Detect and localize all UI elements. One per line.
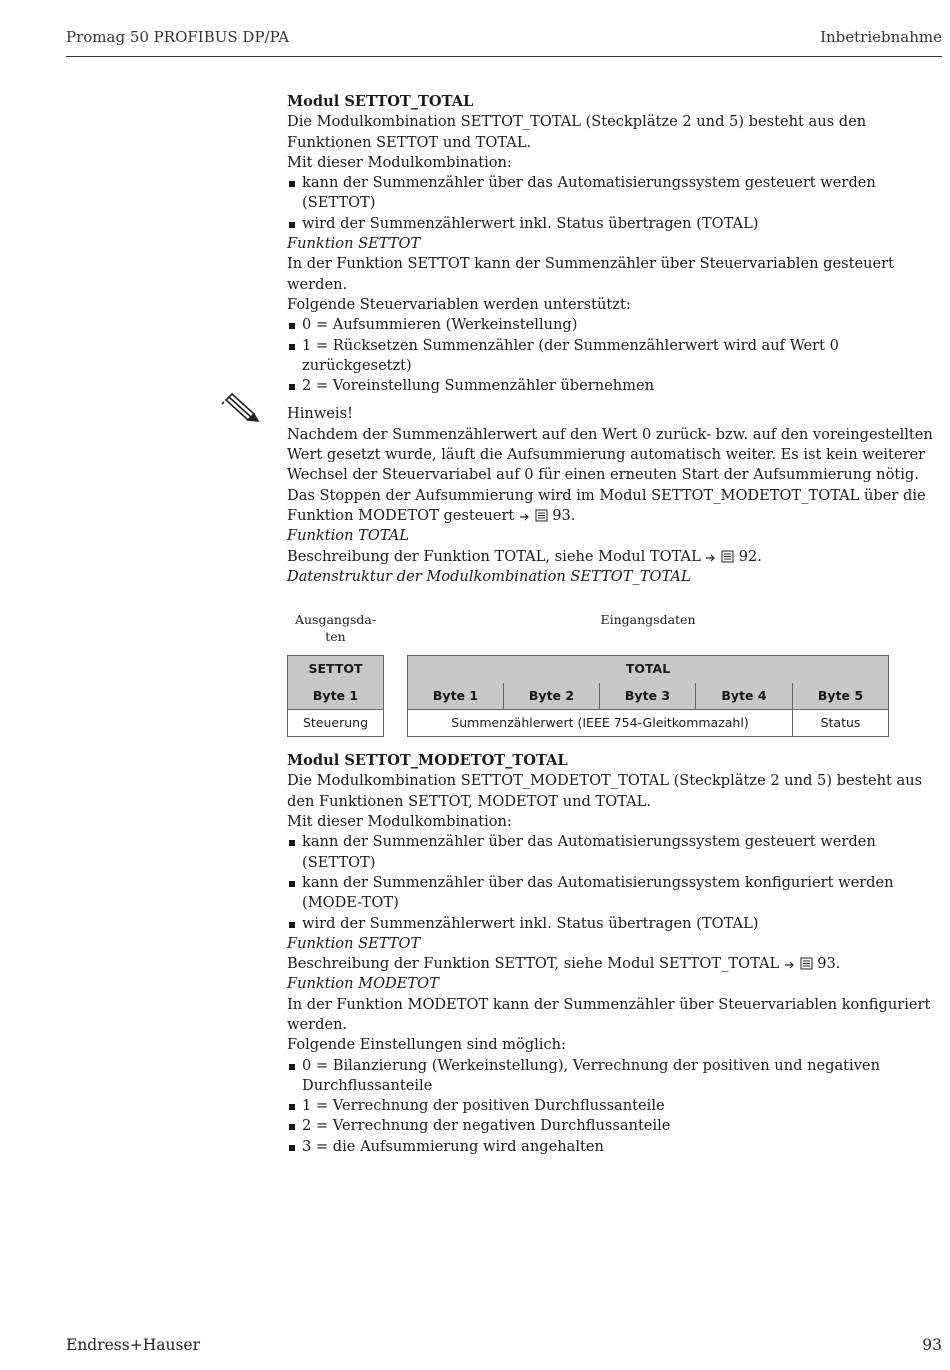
list-item: kann der Summenzähler über das Automatisierungssystem konfiguriert werden (MODE-TOT) — [287, 873, 942, 914]
modetot-p2: Folgende Einstellungen sind möglich: — [287, 1036, 566, 1054]
total-title: Funktion TOTAL — [287, 527, 409, 545]
arrow-right-icon — [784, 960, 795, 970]
byte-header: Byte 2 — [504, 683, 600, 710]
datastruct-title: Datenstruktur der Modulkombination SETTOT_TOTAL — [287, 567, 691, 585]
byte-header: Byte 3 — [600, 683, 696, 710]
page-ref[interactable]: 93. — [817, 955, 841, 973]
note-title: Hinweis! — [287, 405, 353, 423]
section2-title: Modul SETTOT_MODETOT_TOTAL — [287, 752, 568, 770]
section2-intro2: Mit dieser Modulkombination: — [287, 813, 512, 831]
header-chapter: Inbetriebnahme — [820, 28, 942, 46]
byte-header: Byte 4 — [696, 683, 793, 710]
settot-box — [287, 655, 384, 737]
section1-intro2: Mit dieser Modulkombination: — [287, 153, 512, 171]
page-ref[interactable]: 92. — [738, 547, 762, 565]
main-content — [287, 92, 942, 1157]
arrow-right-icon — [519, 512, 530, 522]
byte-header: Byte 1 — [408, 683, 504, 710]
settot-p1: In der Funktion SETTOT kann der Summenzähler über Steuervariablen gesteuert werden. — [287, 255, 894, 293]
note-text: Nachdem der Summenzählerwert auf den Wert 0 zurück- bzw. auf den voreingestellten Wert gesetzt wurde, läuft die Aufsummierung automatisch weiter. Es ist kein weiterer Wechsel der Steuervariabel auf 0 für einen erneuten Start der Aufsummierung nötig. — [287, 425, 933, 484]
pencil-icon — [220, 392, 260, 422]
page-icon — [800, 957, 813, 970]
list-item: 3 = die Aufsummierung wird angehalten — [287, 1137, 942, 1157]
data-structure-table — [287, 611, 942, 751]
modetot-title: Funktion MODETOT — [287, 975, 439, 993]
list-item: 1 = Verrechnung der positiven Durchflussanteile — [287, 1096, 942, 1116]
total-header: TOTAL — [408, 656, 888, 683]
section1-title: Modul SETTOT_TOTAL — [287, 93, 474, 110]
list-item: 2 = Voreinstellung Summenzähler übernehmen — [287, 376, 942, 396]
page-header — [66, 28, 942, 57]
section2-intro: Die Modulkombination SETTOT_MODETOT_TOTAL (Steckplätze 2 und 5) besteht aus den Funktionen SETTOT, MODETOT und TOTAL. — [287, 772, 923, 810]
section2-bullets — [287, 832, 942, 933]
list-item: 2 = Verrechnung der negativen Durchflussanteile — [287, 1116, 942, 1136]
output-data-label: Ausgangsda- ten — [294, 612, 377, 645]
header-product: Promag 50 PROFIBUS DP/PA — [66, 28, 290, 46]
total-box — [407, 655, 889, 737]
settot-p2: Folgende Steuervariablen werden unterstützt: — [287, 295, 631, 313]
page-icon — [535, 509, 548, 522]
arrow-right-icon — [705, 553, 716, 563]
section1-intro: Die Modulkombination SETTOT_TOTAL (Steckplätze 2 und 5) besteht aus den Funktionen SETTOT und TOTAL. — [287, 113, 867, 151]
page-ref[interactable]: 93. — [552, 506, 576, 524]
settot2-text: Beschreibung der Funktion SETTOT, siehe Modul SETTOT_TOTAL 93. — [287, 955, 841, 973]
section1-bullets — [287, 173, 942, 234]
status-cell: Status — [820, 714, 861, 730]
sumval-cell: Summenzählerwert (IEEE 754-Gleitkommazahl) — [408, 710, 793, 736]
settot-title: Funktion SETTOT — [287, 235, 421, 253]
page-icon — [721, 550, 734, 563]
settot-bullets — [287, 315, 942, 396]
modetot-p1: In der Funktion MODETOT kann der Summenzähler über Steuervariablen konfiguriert werden. — [287, 995, 931, 1033]
settot-header: SETTOT — [288, 656, 383, 683]
modetot-bullets — [287, 1056, 942, 1157]
total-text: Beschreibung der Funktion TOTAL, siehe Modul TOTAL 92. — [287, 547, 762, 565]
list-item: wird der Summenzählerwert inkl. Status übertragen (TOTAL) — [287, 914, 942, 934]
footer-brand: Endress+Hauser — [66, 1336, 200, 1354]
list-item: kann der Summenzähler über das Automatisierungssystem gesteuert werden (SETTOT) — [287, 832, 942, 873]
list-item: kann der Summenzähler über das Automatisierungssystem gesteuert werden (SETTOT) — [287, 173, 942, 214]
settot2-title: Funktion SETTOT — [287, 934, 421, 952]
page-footer — [66, 1336, 942, 1360]
list-item: 1 = Rücksetzen Summenzähler (der Summenzählerwert wird auf Wert 0 zurückgesetzt) — [287, 336, 942, 377]
input-data-label: Eingangsdaten — [600, 612, 696, 628]
list-item: 0 = Aufsummieren (Werkeinstellung) — [287, 315, 942, 335]
byte-header: Byte 5 — [793, 683, 888, 710]
byte-header: Byte 1 — [288, 683, 383, 710]
list-item: 0 = Bilanzierung (Werkeinstellung), Verrechnung der positiven und negativen Durchflussanteile — [287, 1056, 942, 1097]
note-text2: Das Stoppen der Aufsummierung wird im Modul SETTOT_MODETOT_TOTAL über die Funktion MODETOT gesteuert 93. — [287, 486, 926, 524]
list-item: wird der Summenzählerwert inkl. Status übertragen (TOTAL) — [287, 214, 942, 234]
steuerung-cell: Steuerung — [302, 714, 369, 730]
page-number: 93 — [922, 1336, 942, 1354]
